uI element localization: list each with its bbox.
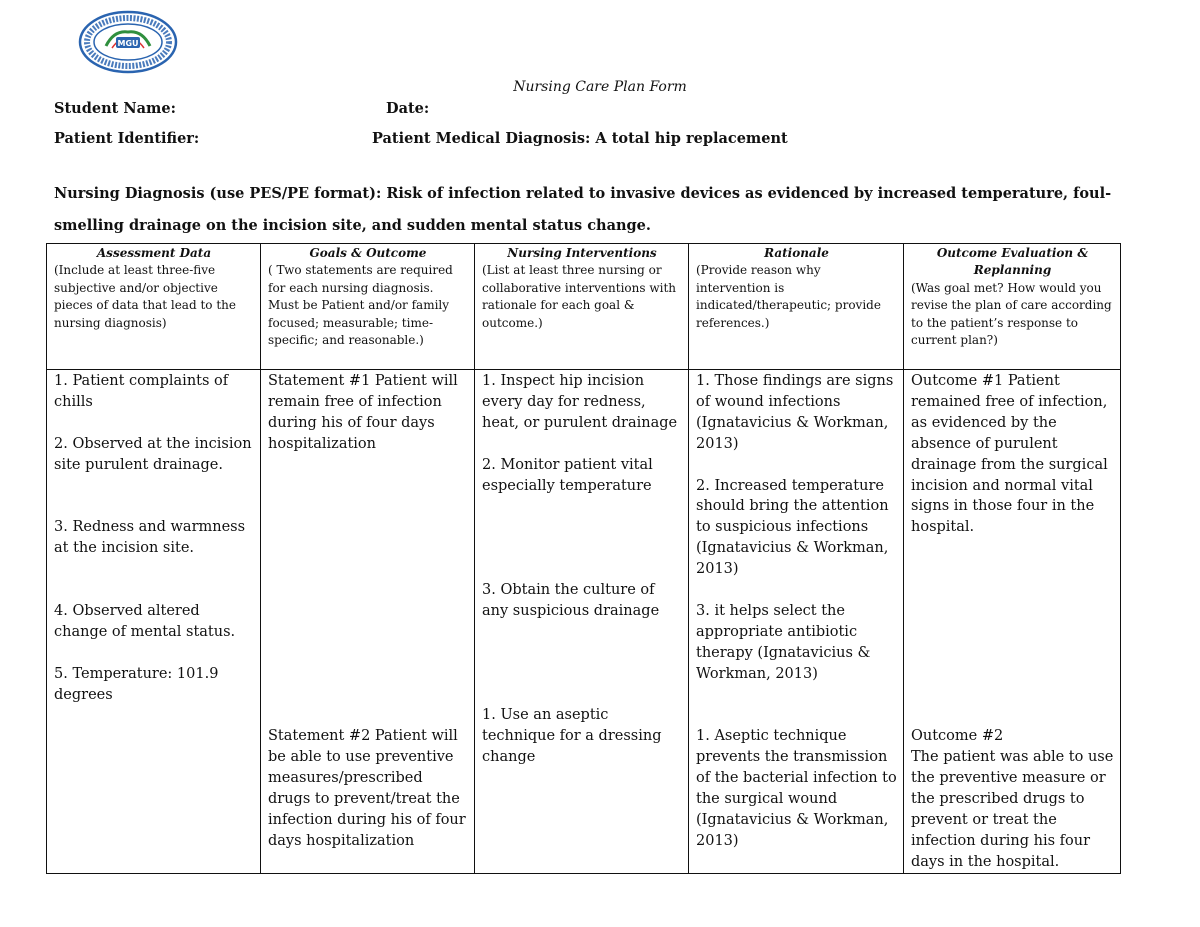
blank-line (268, 622, 468, 643)
cell-paragraph: 1. Aseptic technique prevents the transmission of the bacterial infection to the surgical wound (Ignatavicius & Workman, 2013) (696, 728, 897, 849)
blank-line (482, 538, 682, 559)
blank-line (268, 476, 468, 497)
content-row (47, 370, 1121, 874)
cell-paragraph: Outcome #1 Patient remained free of infection, as evidenced by the absence of purulent drainage from the surgical incision and normal vital signs in those four in the hospital. (911, 373, 1108, 536)
header-goals-outcome (261, 244, 475, 370)
blank-line (696, 685, 897, 706)
nursing-diagnosis: Nursing Diagnosis (use PES/PE format): Risk of infection related to invasive devices as evidenced by increased temperature, foul-smelling drainage on the incision site, and sudden mental status change. (54, 185, 1112, 234)
cell-paragraph: 3. Redness and warmness at the incision site. (54, 519, 246, 557)
outcome-evaluation-cell (904, 370, 1121, 874)
blank-line (696, 705, 897, 726)
blank-line (54, 559, 254, 580)
cell-paragraph: 2. Observed at the incision site purulent drainage. (54, 435, 252, 473)
cell-paragraph: 2. Increased temperature should bring the attention to suspicious infections (Ignatavicius & Workman, 2013) (696, 477, 889, 578)
cell-paragraph: 5. Temperature: 101.9 degrees (54, 665, 219, 703)
blank-line (268, 601, 468, 622)
date-label: Date: (386, 100, 430, 117)
header-rationale (689, 244, 904, 370)
cell-paragraph: Outcome #2 The patient was able to use the preventive measure or the prescribed drugs to prevent or treat the infection during his four days in the hospital. (911, 728, 1114, 870)
blank-line (482, 434, 682, 455)
cell-paragraph: 1. Patient complaints of chills (54, 373, 229, 410)
blank-line (268, 538, 468, 559)
cell-paragraph: 3. it helps select the appropriate antibiotic therapy (Ignatavicius & Workman, 2013) (696, 602, 871, 682)
header-description: (List at least three nursing or collaborative interventions with rationale for each goal & outcome.) (482, 263, 677, 330)
header-nursing-interventions (475, 244, 689, 370)
header-assessment-data (47, 244, 261, 370)
blank-line (268, 643, 468, 664)
nursing-interventions-cell (475, 370, 689, 874)
blank-line (268, 559, 468, 580)
goals-outcome-cell (261, 370, 475, 874)
blank-line (54, 580, 254, 601)
header-outcome-evaluation (904, 244, 1121, 370)
university-seal-icon (78, 10, 178, 74)
blank-line (911, 643, 1114, 664)
header-title: Rationale (764, 246, 829, 260)
header-title: Outcome Evaluation & Replanning (936, 246, 1089, 278)
cell-paragraph: Statement #1 Patient will remain free of infection during his of four days hospitalization (268, 373, 458, 452)
blank-line (911, 601, 1114, 622)
blank-line (911, 580, 1114, 601)
blank-line (696, 580, 897, 601)
blank-line (482, 622, 682, 643)
blank-line (911, 705, 1114, 726)
header-row (47, 244, 1121, 370)
cell-paragraph: 2. Monitor patient vital especially temperature (482, 456, 653, 494)
cell-paragraph: 1. Those findings are signs of wound infections (Ignatavicius & Workman, 2013) (696, 373, 894, 452)
blank-line (268, 517, 468, 538)
blank-line (54, 643, 254, 664)
blank-line (54, 413, 254, 434)
cell-paragraph: 1. Use an aseptic technique for a dressing change (482, 707, 662, 766)
cell-paragraph: Statement #2 Patient will be able to use preventive measures/prescribed drugs to prevent/treat the infection during his of four days hospitalization (268, 728, 466, 849)
cell-paragraph: 1. Inspect hip incision every day for redness, heat, or purulent drainage (482, 373, 678, 431)
blank-line (911, 664, 1114, 685)
blank-line (482, 559, 682, 580)
blank-line (268, 705, 468, 726)
medical-diagnosis: Patient Medical Diagnosis: A total hip replacement (372, 130, 788, 147)
header-title: Nursing Interventions (507, 246, 657, 260)
assessment-data-cell (47, 370, 261, 874)
header-title: Goals & Outcome (309, 246, 427, 260)
blank-line (911, 684, 1114, 705)
blank-line (268, 580, 468, 601)
blank-line (482, 664, 682, 685)
blank-line (482, 684, 682, 705)
care-plan-table (46, 243, 1121, 874)
patient-identifier-label: Patient Identifier: (54, 130, 200, 147)
header-description: (Provide reason why intervention is indicated/therapeutic; provide references.) (696, 263, 881, 330)
blank-line (54, 496, 254, 517)
university-logo (78, 10, 178, 74)
header-description: (Include at least three-five subjective and/or objective pieces of data that lead to the nursing diagnosis) (54, 263, 236, 330)
blank-line (268, 664, 468, 685)
blank-line (482, 496, 682, 517)
logo-text: MGU (117, 39, 139, 48)
cell-paragraph: 3. Obtain the culture of any suspicious drainage (482, 581, 660, 619)
blank-line (268, 684, 468, 705)
blank-line (54, 476, 254, 497)
header-description: (Was goal met? How would you revise the plan of care according to the patient’s response to current plan?) (911, 280, 1112, 348)
header-title: Assessment Data (96, 246, 212, 260)
rationale-cell (689, 370, 904, 874)
blank-line (268, 496, 468, 517)
blank-line (268, 455, 468, 476)
blank-line (696, 455, 897, 476)
form-title: Nursing Care Plan Form (513, 79, 687, 95)
cell-paragraph: 4. Observed altered change of mental status. (54, 602, 236, 640)
blank-line (482, 517, 682, 538)
blank-line (911, 538, 1114, 559)
student-name-label: Student Name: (54, 100, 176, 117)
blank-line (911, 559, 1114, 580)
header-description: ( Two statements are required for each nursing diagnosis. Must be Patient and/or family focused; measurable; time-specific; and reasonable.) (268, 263, 453, 348)
blank-line (911, 622, 1114, 643)
blank-line (482, 643, 682, 664)
